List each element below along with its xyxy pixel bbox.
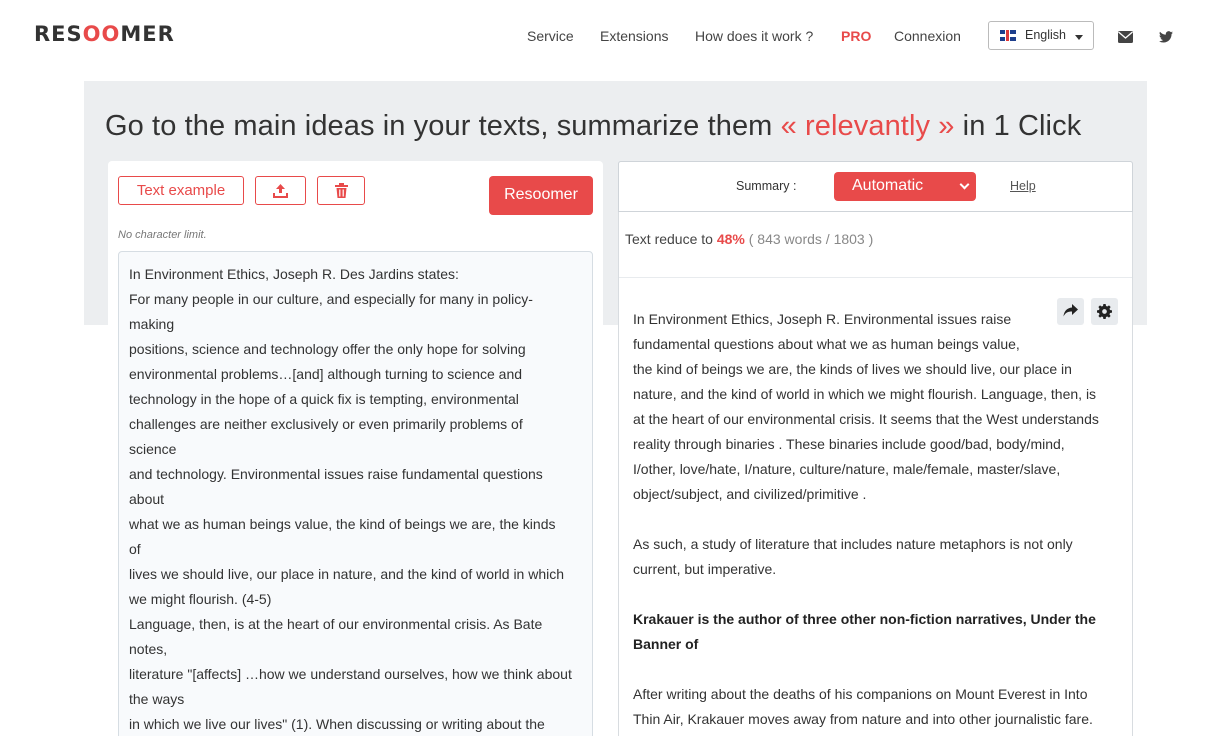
input-text-line: technology in the hope of a quick fix is tempting, environmental bbox=[129, 391, 519, 407]
input-text-line: science bbox=[129, 441, 177, 457]
input-text-line: making bbox=[129, 316, 175, 332]
settings-button[interactable] bbox=[1091, 298, 1118, 325]
summary-line: fundamental questions about what we as human beings value, bbox=[633, 336, 1020, 352]
help-link[interactable]: Help bbox=[1010, 179, 1036, 193]
text-input-area[interactable] bbox=[118, 251, 593, 736]
input-text-line: Language, then, is at the heart of our environmental crisis. As Bate bbox=[129, 616, 543, 632]
share-button[interactable] bbox=[1057, 298, 1084, 325]
input-text-line: challenges are neither exclusively or even primarily problems of bbox=[129, 416, 523, 432]
input-text-line: and technology. Environmental issues raise fundamental questions bbox=[129, 466, 543, 482]
summary-highlight-line: Banner of bbox=[633, 636, 699, 652]
language-label: English bbox=[1025, 28, 1066, 42]
input-text-line: in which we live our lives" (1). When discussing or writing about the bbox=[129, 716, 545, 732]
summary-line: I/other, love/hate, I/nature, culture/nature, male/female, master/slave, bbox=[633, 461, 1061, 477]
gear-icon bbox=[1097, 304, 1112, 319]
summary-mode-value: Automatic bbox=[852, 177, 924, 194]
uk-flag-icon bbox=[1000, 30, 1016, 41]
input-text-line: positions, science and technology offer the only hope for solving bbox=[129, 341, 526, 357]
summary-line: As such, a study of literature that includes nature metaphors is not only bbox=[633, 536, 1073, 552]
share-icon bbox=[1063, 304, 1078, 318]
text-example-button[interactable] bbox=[118, 176, 244, 205]
upload-icon bbox=[273, 184, 288, 198]
summary-mode-select[interactable] bbox=[834, 172, 976, 201]
caret-down-icon bbox=[1075, 35, 1083, 40]
summary-highlight-line: Krakauer is the author of three other non-fiction narratives, Under the bbox=[633, 611, 1096, 627]
title-part-1: Go to the main ideas in your texts, summarize them bbox=[105, 110, 781, 142]
summary-line: After writing about the deaths of his companions on Mount Everest in Into bbox=[633, 686, 1088, 702]
word-counts: ( 843 words / 1803 ) bbox=[744, 231, 874, 247]
input-text-line: environmental problems…[and] although turning to science and bbox=[129, 366, 523, 382]
input-text-line: lives we should live, our place in nature, and the kind of world in which bbox=[129, 566, 565, 582]
reduction-percent: 48% bbox=[716, 231, 745, 247]
text-example-label: Text example bbox=[136, 182, 226, 199]
trash-icon bbox=[335, 183, 348, 198]
summary-line: Thin Air, Krakauer moves away from nature and into other journalistic fare. bbox=[633, 711, 1093, 727]
summary-line: object/subject, and civilized/primitive . bbox=[633, 486, 867, 502]
nav-connexion[interactable]: Connexion bbox=[894, 28, 961, 44]
input-text-line: we might flourish. (4-5) bbox=[129, 591, 272, 607]
site-header bbox=[0, 0, 1211, 72]
summary-line: In Environment Ethics, Joseph R. Environmental issues raise bbox=[633, 311, 1012, 327]
logo[interactable] bbox=[34, 22, 175, 46]
submit-label: Resoomer bbox=[504, 186, 578, 203]
logo-text-suffix: MER bbox=[120, 22, 175, 46]
upload-button[interactable] bbox=[255, 176, 306, 205]
summary-line: current, but imperative. bbox=[633, 561, 777, 577]
logo-text-prefix: RES bbox=[34, 22, 83, 46]
nav-how-it-works[interactable]: How does it work ? bbox=[695, 28, 814, 44]
input-text-line: notes, bbox=[129, 641, 168, 657]
character-limit-note: No character limit. bbox=[118, 229, 207, 241]
summary-line: nature, and the kind of world in which we might flourish. Language, then, is bbox=[633, 386, 1097, 402]
input-text-line: of bbox=[129, 541, 141, 557]
nav-pro[interactable]: PRO bbox=[841, 28, 872, 44]
summary-line: the kind of beings we are, the kinds of lives we should live, our place in bbox=[633, 361, 1072, 377]
logo-text-oo: OO bbox=[82, 22, 121, 46]
reduction-label: Text reduce to bbox=[625, 231, 717, 247]
summary-line: at the heart of our environmental crisis. It seems that the West understands bbox=[633, 411, 1099, 427]
nav-extensions[interactable]: Extensions bbox=[600, 28, 669, 44]
input-text-line: the ways bbox=[129, 691, 185, 707]
nav-service[interactable]: Service bbox=[527, 28, 574, 44]
divider bbox=[619, 277, 1132, 278]
title-highlight: « relevantly » bbox=[780, 110, 955, 142]
envelope-icon[interactable] bbox=[1118, 28, 1134, 42]
input-text-line: about bbox=[129, 491, 165, 507]
language-select[interactable] bbox=[988, 21, 1094, 50]
title-part-2: in 1 Click bbox=[954, 110, 1082, 142]
resoomer-submit-button[interactable] bbox=[489, 176, 593, 215]
summary-label: Summary : bbox=[736, 179, 797, 193]
input-text-line: what we as human beings value, the kind of beings we are, the kinds bbox=[129, 516, 556, 532]
reduction-stats bbox=[625, 231, 873, 247]
input-text-line: For many people in our culture, and especially for many in policy- bbox=[129, 291, 533, 307]
chevron-down-icon bbox=[960, 180, 970, 190]
clear-button[interactable] bbox=[317, 176, 365, 205]
input-text-line: In Environment Ethics, Joseph R. Des Jardins states: bbox=[129, 266, 459, 282]
page-title bbox=[105, 110, 1081, 143]
twitter-icon[interactable] bbox=[1159, 28, 1175, 42]
summary-line: reality through binaries . These binaries include good/bad, body/mind, bbox=[633, 436, 1065, 452]
input-text-line: literature "[affects] …how we understand ourselves, how we think about bbox=[129, 666, 572, 682]
